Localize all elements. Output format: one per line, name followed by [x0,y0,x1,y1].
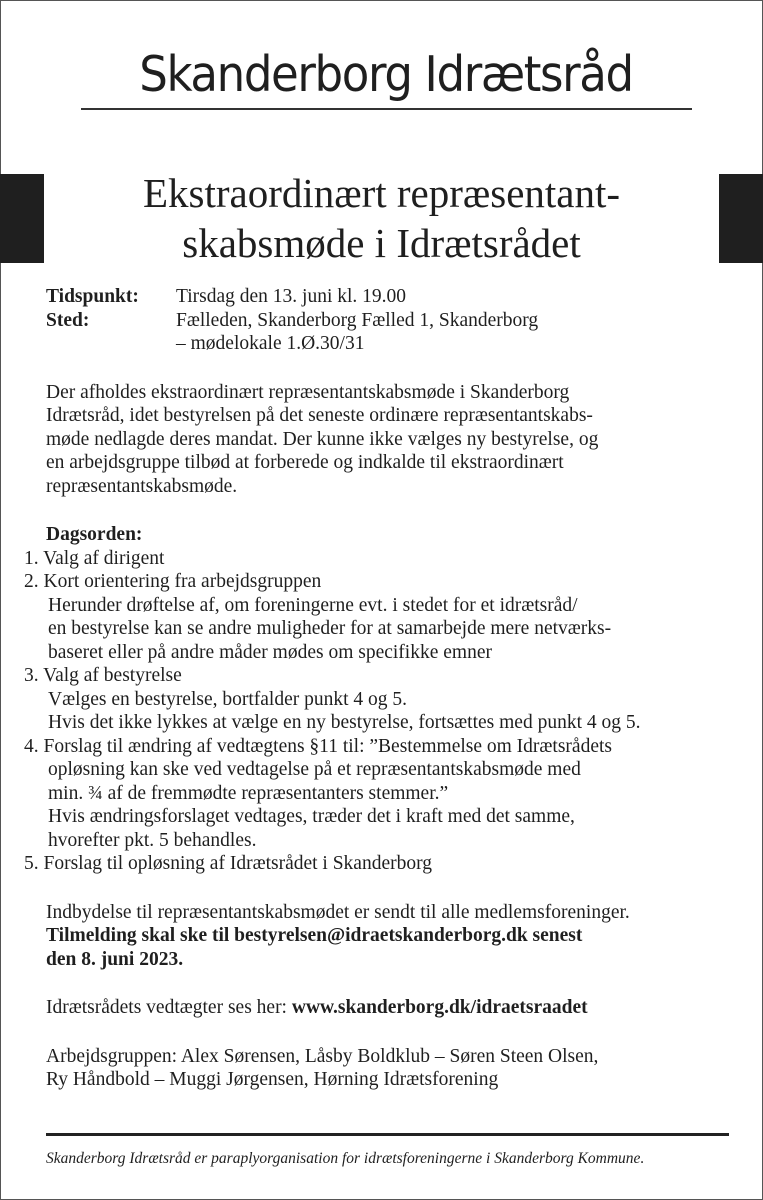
brand-underline [81,108,692,110]
brand-title: Skanderborg Idrætsråd [139,46,633,103]
headline-line: skabsmøde i Idrætsrådet [182,220,581,266]
decorative-bar-right [719,174,763,263]
agenda-item: hvorefter pkt. 5 behandles. [48,829,257,851]
footer-divider [46,1133,729,1136]
signup-text: Tilmelding skal ske til bestyrelsen@idraetskanderborg.dk senest [46,925,583,946]
agenda-item: 4. Forslag til ændring af vedtægtens §11 til: ”Bestemmelse om Idrætsrådets [24,735,612,757]
meta-value: Fælleden, Skanderborg Fælled 1, Skanderborg [176,309,539,331]
agenda-item: 1. Valg af dirigent [24,547,165,569]
agenda [24,523,736,876]
bylaws-link[interactable]: www.skanderborg.dk/idraetsraadet [291,997,588,1018]
agenda-title: Dagsorden: [46,524,143,545]
meta-label: Sted: [46,309,90,331]
agenda-item: Vælges en bestyrelse, bortfalder punkt 4 og 5. [48,688,408,710]
working-group [46,1045,736,1092]
meta-value: Tirsdag den 13. juni kl. 19.00 [176,286,407,307]
agenda-item: opløsning kan ske ved vedtagelse på et repræsentantskabsmøde med [48,759,581,780]
footer-note: Skanderborg Idrætsråd er paraplyorganisation for idrætsforeningerne i Skanderborg Kommune. [46,1150,645,1167]
headline-line: Ekstraordinært repræsentant- [142,170,621,216]
agenda-item: Hvis ændringsforslaget vedtages, træder det i kraft med det samme, [48,806,575,827]
text-line: en arbejdsgruppe tilbød at forberede og indkalde til ekstraordinært [46,452,564,473]
content [24,285,736,1092]
meta-label: Tidspunkt: [46,286,139,307]
agenda-item: en bestyrelse kan se andre muligheder for at samarbejde mere netværks- [48,618,612,639]
invite-paragraph [46,901,736,972]
agenda-item: 2. Kort orientering fra arbejdsgruppen [24,571,322,592]
text-line: repræsentantskabsmøde. [46,475,238,497]
text-line: Der afholdes ekstraordinært repræsentantskabsmøde i Skanderborg [46,381,570,403]
agenda-item: Hvis det ikke lykkes at vælge en ny bestyrelse, fortsættes med punkt 4 og 5. [48,712,641,733]
headline [60,168,703,268]
decorative-bar-left [0,174,44,263]
text-line: Ry Håndbold – Muggi Jørgensen, Hørning Idrætsforening [46,1069,499,1090]
text-line: Idrætsråd, idet bestyrelsen på det seneste ordinære repræsentantskabs- [46,405,593,426]
intro-paragraph [46,381,736,499]
meta-time [46,285,736,309]
agenda-item: 3. Valg af bestyrelse [24,665,182,686]
text-line: Arbejdsgruppen: Alex Sørensen, Låsby Boldklub – Søren Steen Olsen, [46,1045,599,1067]
agenda-item: min. ¾ af de fremmødte repræsentanters stemmer.” [48,782,449,804]
signup-text: den 8. juni 2023. [46,948,184,970]
agenda-item: baseret eller på andre måder mødes om specifikke emner [48,641,492,663]
invite-text: Indbydelse til repræsentantskabsmødet er sendt til alle medlemsforeninger. [46,901,630,923]
agenda-item: 5. Forslag til opløsning af Idrætsrådet i Skanderborg [24,853,433,874]
agenda-item: Herunder drøftelse af, om foreningerne evt. i stedet for et idrætsråd/ [48,594,578,616]
meta-place [46,309,736,356]
bylaws-text: Idrætsrådets vedtægter ses her: [46,997,292,1018]
meta-value: – mødelokale 1.Ø.30/31 [176,333,365,354]
text-line: møde nedlagde deres mandat. Der kunne ikke vælges ny bestyrelse, og [46,428,599,450]
agenda-list [24,547,736,876]
bylaws-paragraph [46,996,736,1020]
